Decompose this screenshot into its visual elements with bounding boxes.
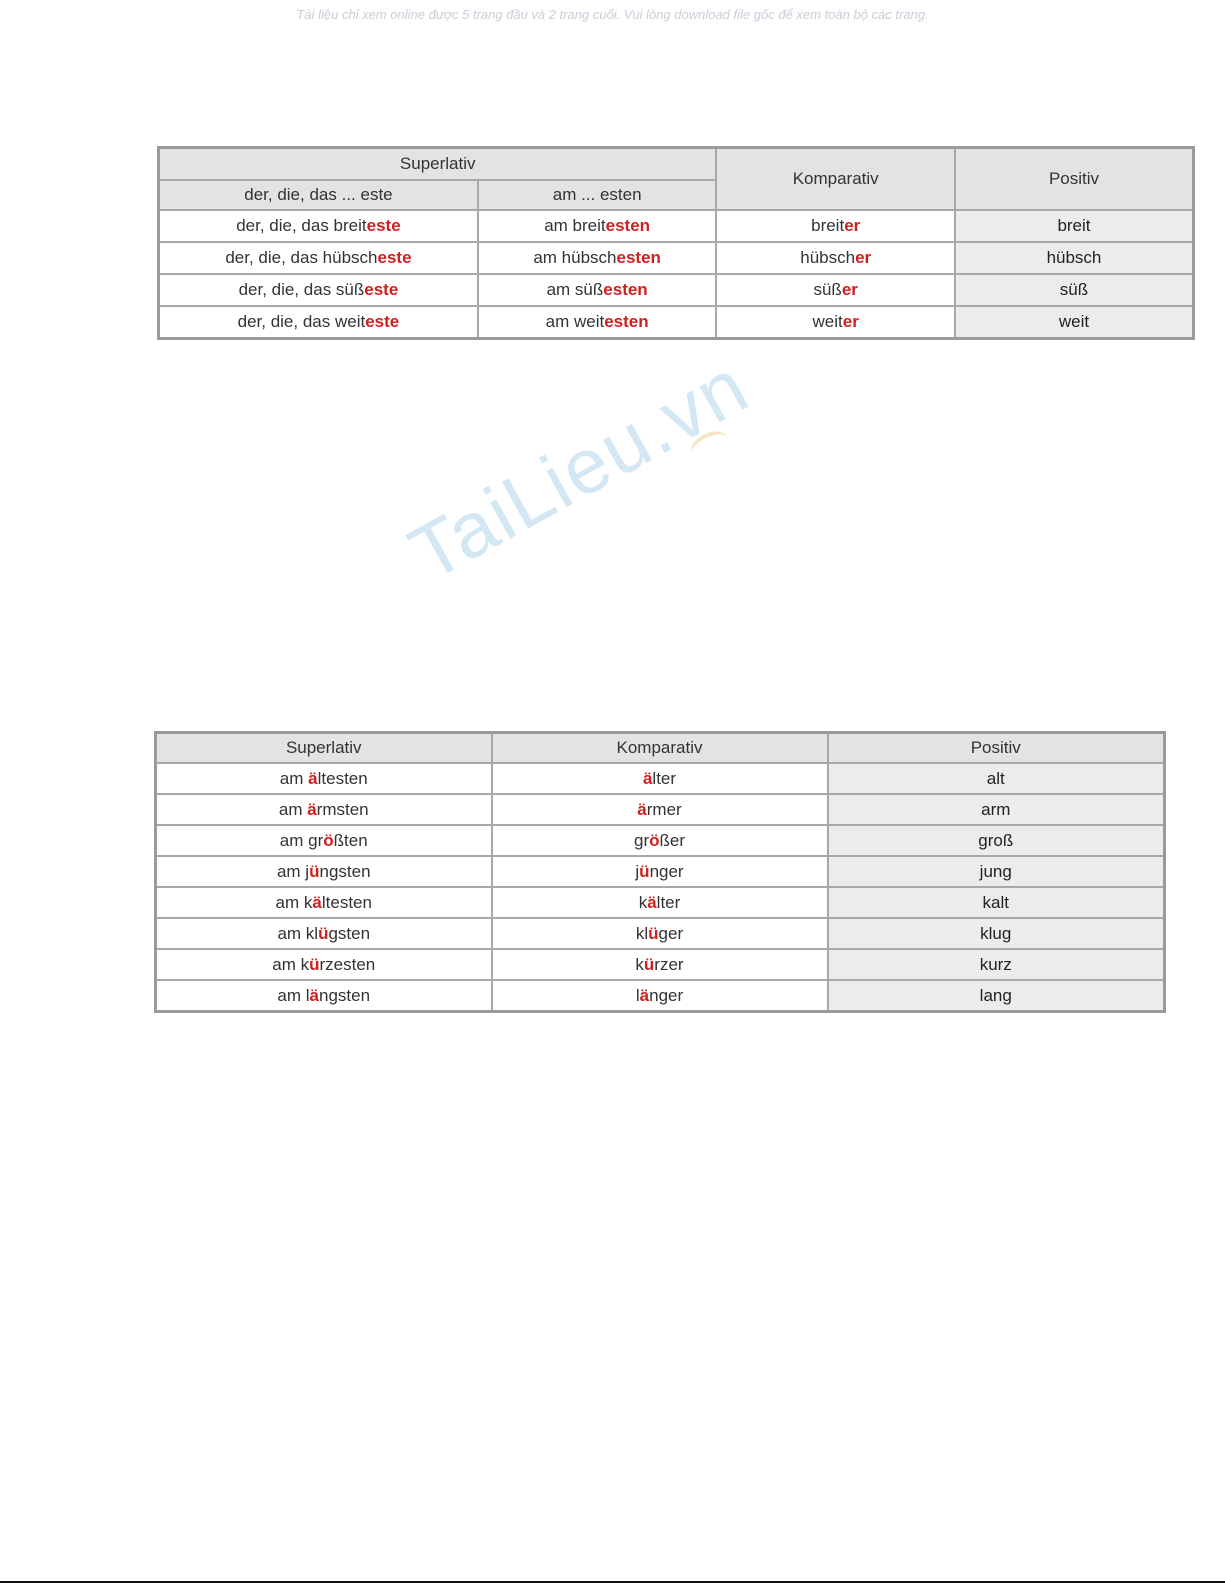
superlativ-cell: am ärmsten — [156, 794, 492, 825]
superlativ-am-cell: am breitesten — [478, 210, 717, 242]
table-row — [159, 274, 1194, 306]
komparativ-cell: weiter — [716, 306, 955, 339]
komparativ-cell: jünger — [492, 856, 828, 887]
komparativ-cell: größer — [492, 825, 828, 856]
superlativ-cell: am ältesten — [156, 763, 492, 794]
header-superlativ-article: der, die, das ... este — [159, 180, 478, 210]
superlativ-cell: am größten — [156, 825, 492, 856]
komparativ-cell: süßer — [716, 274, 955, 306]
header-superlativ: Superlativ — [156, 733, 492, 764]
superlativ-article-cell: der, die, das breiteste — [159, 210, 478, 242]
header-superlativ-am: am ... esten — [478, 180, 717, 210]
table-row — [159, 210, 1194, 242]
positiv-cell: süß — [955, 274, 1194, 306]
superlativ-am-cell: am süßesten — [478, 274, 717, 306]
table-row — [159, 306, 1194, 339]
positiv-cell: hübsch — [955, 242, 1194, 274]
table-row — [156, 794, 1165, 825]
table-row — [156, 887, 1165, 918]
preview-notice: Tài liệu chỉ xem online được 5 trang đầu và 2 trang cuối. Vui lòng download file gốc để xem toàn bộ các trang. — [296, 7, 929, 22]
positiv-cell: klug — [828, 918, 1165, 949]
superlativ-cell: am klügsten — [156, 918, 492, 949]
komparativ-cell: hübscher — [716, 242, 955, 274]
komparativ-cell: breiter — [716, 210, 955, 242]
watermark-arc-icon — [686, 426, 733, 466]
positiv-cell: alt — [828, 763, 1165, 794]
superlativ-am-cell: am weitesten — [478, 306, 717, 339]
komparativ-cell: älter — [492, 763, 828, 794]
header-komparativ: Komparativ — [716, 148, 955, 211]
header-superlativ: Superlativ — [159, 148, 717, 181]
positiv-cell: arm — [828, 794, 1165, 825]
table-row — [156, 918, 1165, 949]
table-row — [156, 856, 1165, 887]
positiv-cell: groß — [828, 825, 1165, 856]
komparativ-cell: ärmer — [492, 794, 828, 825]
positiv-cell: lang — [828, 980, 1165, 1012]
positiv-cell: kalt — [828, 887, 1165, 918]
header-positiv: Positiv — [828, 733, 1165, 764]
positiv-cell: weit — [955, 306, 1194, 339]
komparativ-cell: kälter — [492, 887, 828, 918]
superlativ-article-cell: der, die, das süßeste — [159, 274, 478, 306]
superlativ-article-cell: der, die, das hübscheste — [159, 242, 478, 274]
superlativ-cell: am kältesten — [156, 887, 492, 918]
table-row — [159, 242, 1194, 274]
komparativ-cell: kürzer — [492, 949, 828, 980]
table-row — [156, 949, 1165, 980]
positiv-cell: breit — [955, 210, 1194, 242]
comparison-table-umlaut — [154, 731, 1166, 1013]
positiv-cell: jung — [828, 856, 1165, 887]
superlativ-cell: am jüngsten — [156, 856, 492, 887]
superlativ-cell: am kürzesten — [156, 949, 492, 980]
header-positiv: Positiv — [955, 148, 1194, 211]
superlativ-am-cell: am hübschesten — [478, 242, 717, 274]
komparativ-cell: länger — [492, 980, 828, 1012]
watermark-logo: TaiLieu.vn — [395, 340, 763, 598]
table-row — [156, 763, 1165, 794]
header-komparativ: Komparativ — [492, 733, 828, 764]
comparison-table-regular — [157, 146, 1195, 340]
table-row — [156, 825, 1165, 856]
superlativ-cell: am längsten — [156, 980, 492, 1012]
superlativ-article-cell: der, die, das weiteste — [159, 306, 478, 339]
page-bottom-rule — [0, 1581, 1225, 1583]
table-row — [156, 980, 1165, 1012]
positiv-cell: kurz — [828, 949, 1165, 980]
komparativ-cell: klüger — [492, 918, 828, 949]
